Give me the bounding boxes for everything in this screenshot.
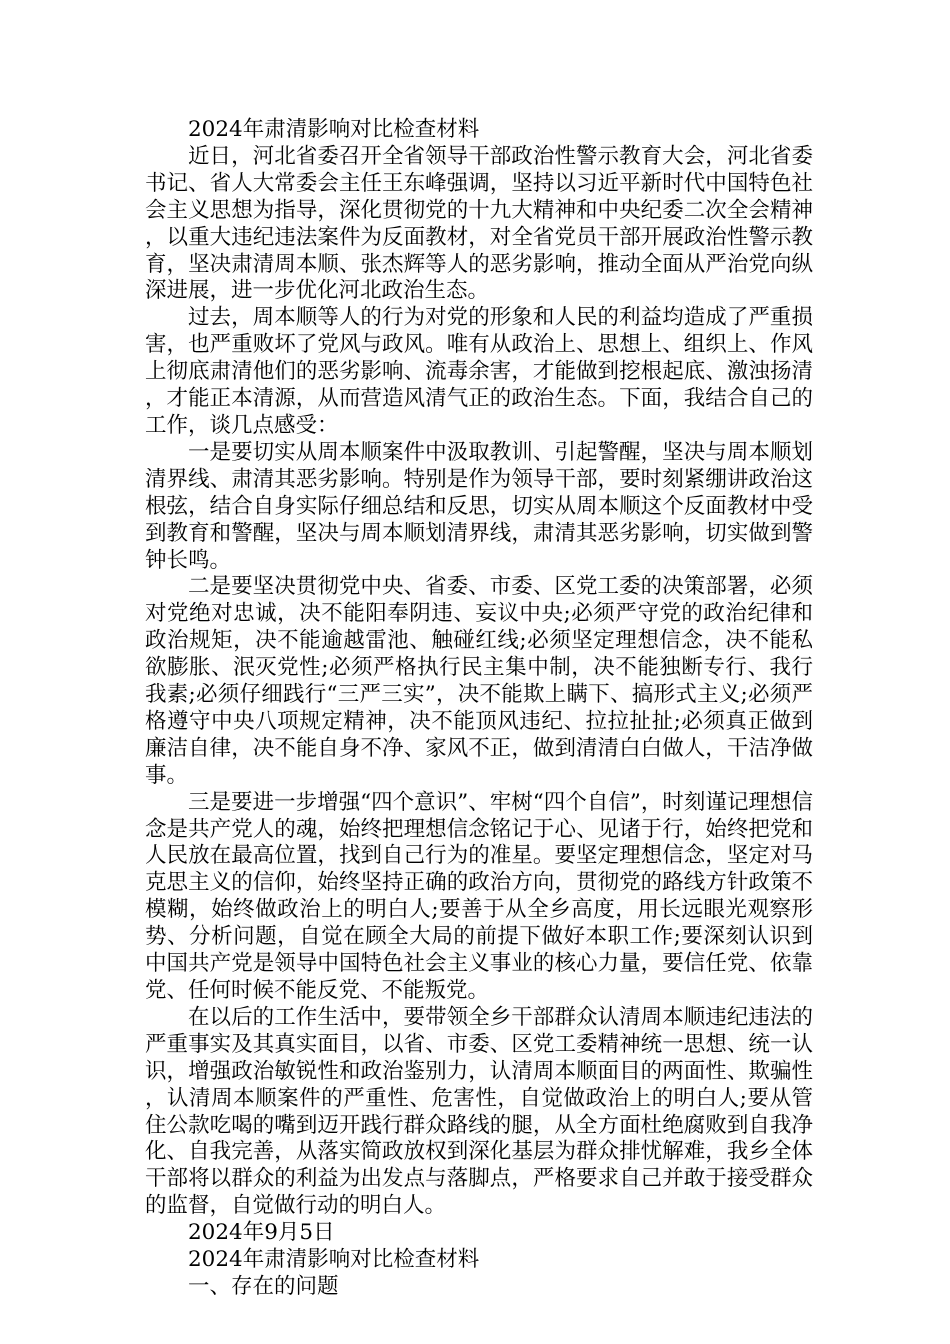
body-paragraph: 在以后的工作生活中，要带领全乡干部群众认清周本顺违纪违法的严重事实及其真实面目，以省、市委、区党工委精神统一思想、统一认识，增强政治敏锐性和政治鉴别力，认清周本顺面目的两面性、欺骗性，认清周本顺案件的严重性、危害性，自觉做政治上的明白人;要从管住公款吃喝的嘴到迈开践行群众路线的腿，从全方面杜绝腐败到自我净化、自我完善，从落实简政放权到深化基层为群众排忧解难，我乡全体干部将以群众的利益为出发点与落脚点，严格要求自己并敢于接受群众的监督，自觉做行动的明白人。 — [145, 1004, 813, 1219]
body-paragraph: 二是要坚决贯彻党中央、省委、市委、区党工委的决策部署，必须对党绝对忠诚，决不能阳奉阴违、妄议中央;必须严守党的政治纪律和政治规矩，决不能逾越雷池、触碰红线;必须坚定理想信念，决不能私欲膨胀、泯灭党性;必须严格执行民主集中制，决不能独断专行、我行我素;必须仔细践行“三严三实”，决不能欺上瞒下、搞形式主义;必须严格遵守中央八项规定精神，决不能顶风违纪、拉拉扯扯;必须真正做到廉洁自律，决不能自身不净、家风不正，做到清清白白做人，干洁净做事。 — [145, 574, 813, 788]
body-paragraph: 一是要切实从周本顺案件中汲取教训、引起警醒，坚决与周本顺划清界线、肃清其恶劣影响。特别是作为领导干部，要时刻紧绷讲政治这根弦，结合自身实际仔细总结和反思，切实从周本顺这个反面教材中受到教育和警醒，坚决与周本顺划清界线，肃清其恶劣影响，切实做到警钟长鸣。 — [145, 439, 813, 573]
body-paragraph: 三是要进一步增强“四个意识”、牢树“四个自信”，时刻谨记理想信念是共产党人的魂，始终把理想信念铭记于心、见诸于行，始终把党和人民放在最高位置，找到自己行为的准星。要坚定理想信念，坚定对马克思主义的信仰，始终坚持正确的政治方向，贯彻党的路线方针政策不模糊，始终做政治上的明白人;要善于从全乡高度，用长远眼光观察形势、分析问题，自觉在顾全大局的前提下做好本职工作;要深刻认识到中国共产党是领导中国特色社会主义事业的核心力量，要信任党、依靠党、任何时候不能反党、不能叛党。 — [145, 789, 813, 1003]
document-title: 2024年肃清影响对比检查材料 — [188, 1247, 480, 1273]
section-heading: 一、存在的问题 — [188, 1273, 339, 1299]
document-title: 2024年肃清影响对比检查材料 — [188, 117, 480, 142]
document-date: 2024年9月5日 — [188, 1220, 335, 1246]
body-paragraph: 过去，周本顺等人的行为对党的形象和人民的利益均造成了严重损害，也严重败坏了党风与政风。唯有从政治上、思想上、组织上、作风上彻底肃清他们的恶劣影响、流毒余害，才能做到挖根起底、激浊扬清，才能正本清源，从而营造风清气正的政治生态。下面，我结合自己的工作，谈几点感受： — [145, 305, 813, 438]
body-paragraph: 近日，河北省委召开全省领导干部政治性警示教育大会，河北省委书记、省人大常委会主任王东峰强调，坚持以习近平新时代中国特色社会主义思想为指导，深化贯彻党的十九大精神和中央纪委二次全会精神，以重大违纪违法案件为反面教材，对全省党员干部开展政治性警示教育，坚决肃清周本顺、张杰辉等人的恶劣影响，推动全面从严治党向纵深进展，进一步优化河北政治生态。 — [145, 143, 813, 304]
document-page — [145, 117, 813, 1301]
